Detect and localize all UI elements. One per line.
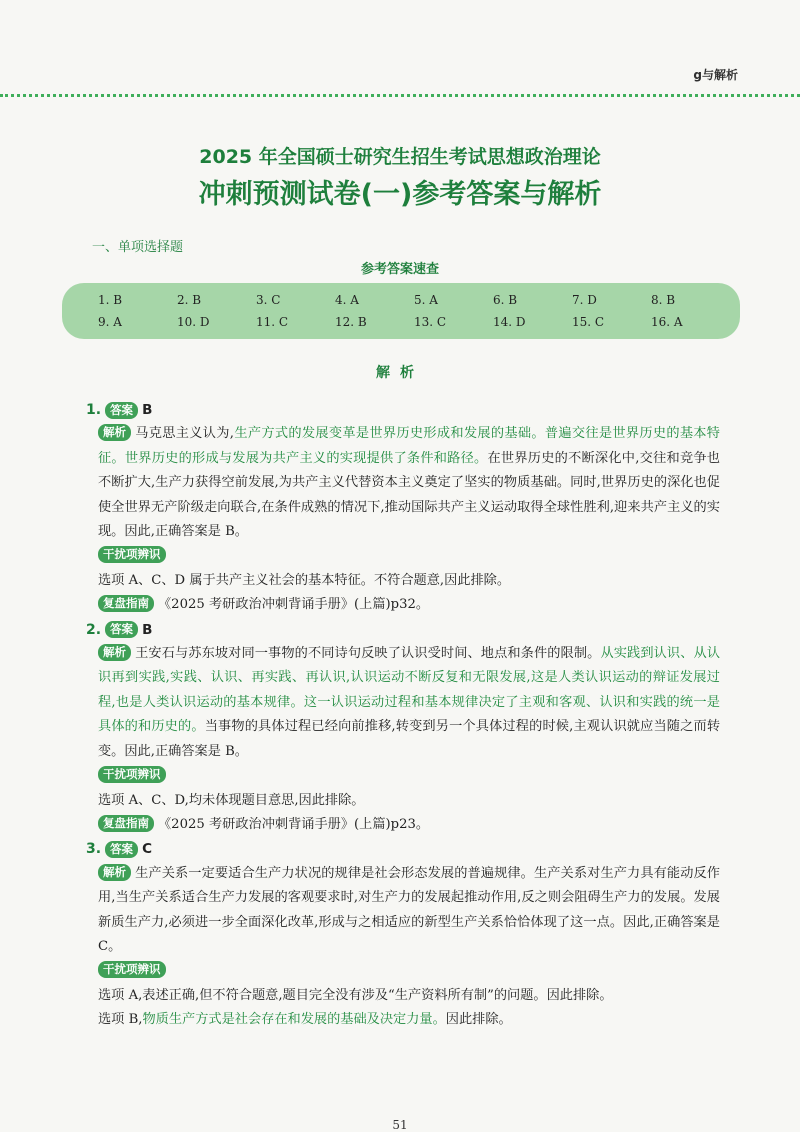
- answer-key-item: 7. D: [572, 293, 597, 307]
- analysis-highlight: 从实践到认识、从认识再到实践,实践、认识、再实践、再认识,认识运动不断反复和无限发展,这是人类认识运动的辩证发展过程,也是人类认识运动的基本规律。这一认识运动过程和基本规律决定了主观和客观、认识和实践的统一是具体的和历史的。: [98, 646, 721, 735]
- distractor-tag: 干扰项辨识: [98, 766, 166, 783]
- analysis-title: 解析: [376, 365, 424, 381]
- question-3-answer-line: [86, 837, 720, 861]
- question-number: 1.: [86, 402, 102, 418]
- review-text: 《2025 考研政治冲刺背诵手册》(上篇)p32。: [158, 597, 430, 613]
- answer-key-item: 8. B: [651, 293, 676, 307]
- answer-key-item: 3. C: [256, 293, 281, 307]
- distractor-tag: 干扰项辨识: [98, 961, 166, 978]
- question-1-answer-line: [86, 398, 720, 422]
- answer-key-item: 15. C: [572, 315, 605, 329]
- distractor-text: 因此排除。: [445, 1012, 512, 1028]
- answer-tag: 答案: [105, 621, 138, 638]
- question-2-analysis: [98, 642, 720, 764]
- answer-key-item: 11. C: [256, 315, 289, 329]
- question-1-analysis: [98, 422, 720, 544]
- analysis-tag: 解析: [98, 644, 131, 661]
- answer-key-item: 6. B: [493, 293, 518, 307]
- answer-key-item: 14. D: [493, 315, 526, 329]
- question-3-analysis: [98, 862, 720, 960]
- question-3-distractor-text-1: 选项 A,表述正确,但不符合题意,题目完全没有涉及“生产资料所有制”的问题。因此排除。: [98, 987, 613, 1003]
- review-text: 《2025 考研政治冲刺背诵手册》(上篇)p23。: [158, 816, 430, 832]
- answer-key-item: 5. A: [414, 293, 438, 307]
- answer-key-item: 12. B: [335, 315, 367, 329]
- page-title-line2: 冲刺预测试卷(一)参考答案与解析: [198, 179, 602, 210]
- analysis-text: 当事物的具体过程已经向前推移,转变到另一个具体过程的时候,主观认识就应当随之而转变。因此,正确答案是 B。: [98, 719, 721, 759]
- distractor-text: 选项 B,: [98, 1012, 143, 1028]
- answer-key-item: 10. D: [177, 315, 210, 329]
- question-2-answer-line: [86, 618, 720, 642]
- review-tag: 复盘指南: [98, 595, 154, 612]
- analysis-text: 王安石与苏东坡对同一事物的不同诗句反映了认识受时间、地点和条件的限制。: [135, 646, 601, 662]
- distractor-tag: 干扰项辨识: [98, 546, 166, 563]
- answer-key-item: 1. B: [98, 293, 123, 307]
- distractor-highlight: 物质生产方式是社会存在和发展的基础及决定力量。: [142, 1012, 446, 1028]
- question-1-review: [98, 593, 720, 617]
- section-heading: 一、单项选择题: [92, 240, 184, 255]
- analysis-text: 马克思主义认为,: [135, 426, 235, 442]
- question-number: 2.: [86, 621, 102, 638]
- answer-key-grid: [98, 289, 730, 333]
- analysis-text: 在世界历史的不断深化中,交往和竞争也不断扩大,生产力获得空前发展,为共产主义代替资本主义奠定了坚实的物质基础。同时,世界历史的深化也促使全世界无产阶级走向联合,在条件成熟的情况下,推动国际共产主义运动取得全球性胜利,迎来共产主义的实现。因此,正确答案是 B。: [98, 450, 720, 540]
- answer-letter: B: [142, 621, 153, 638]
- analysis-text: 生产关系一定要适合生产力状况的规律是社会形态发展的普遍规律。生产关系对生产力具有能动反作用,当生产关系适合生产力发展的客观要求时,对生产力的发展起推动作用,反之则会阻碍生产力的发展。发展新质生产力,必须进一步全面深化改革,形成与之相适应的新型生产关系恰恰体现了这一点。因此,正确答案是 C。: [98, 865, 720, 954]
- page-title-line1: 2025 年全国硕士研究生招生考试思想政治理论: [199, 146, 601, 168]
- question-1-distractor-heading: [98, 544, 720, 568]
- answer-tag: 答案: [105, 841, 138, 858]
- answer-key-item: 13. C: [414, 315, 447, 329]
- answer-key-item: 2. B: [177, 293, 202, 307]
- analysis-tag: 解析: [98, 424, 131, 441]
- analysis-content: [86, 398, 721, 1033]
- answer-letter: C: [142, 841, 152, 858]
- question-2-distractor-text: 选项 A、C、D,均未体现题目意思,因此排除。: [98, 792, 365, 808]
- running-header: g与解析: [693, 68, 738, 82]
- question-3-distractor-text-2: [98, 1008, 720, 1032]
- answer-key-box: [62, 283, 740, 339]
- answer-key-item: 4. A: [335, 293, 359, 307]
- question-3-distractor-heading: [98, 959, 720, 983]
- answer-key-item: 16. A: [651, 315, 683, 329]
- answer-key-item: 9. A: [98, 315, 122, 329]
- question-1-distractor-text: 选项 A、C、D 属于共产主义社会的基本特征。不符合题意,因此排除。: [98, 572, 511, 588]
- header-divider: [0, 94, 800, 97]
- quick-answer-title: 参考答案速查: [360, 262, 439, 277]
- question-number: 3.: [86, 841, 102, 858]
- analysis-tag: 解析: [98, 864, 131, 881]
- answer-tag: 答案: [105, 402, 138, 419]
- page-number: 51: [392, 1118, 408, 1132]
- answer-letter: B: [142, 402, 153, 418]
- question-2-review: [98, 813, 720, 837]
- analysis-highlight: 生产方式的发展变革是世界历史形成和发展的基础。普遍交往是世界历史的基本特征。世界历史的形成与发展为共产主义的实现提供了条件和路径。: [98, 426, 720, 466]
- review-tag: 复盘指南: [98, 815, 154, 832]
- question-2-distractor-heading: [98, 764, 720, 788]
